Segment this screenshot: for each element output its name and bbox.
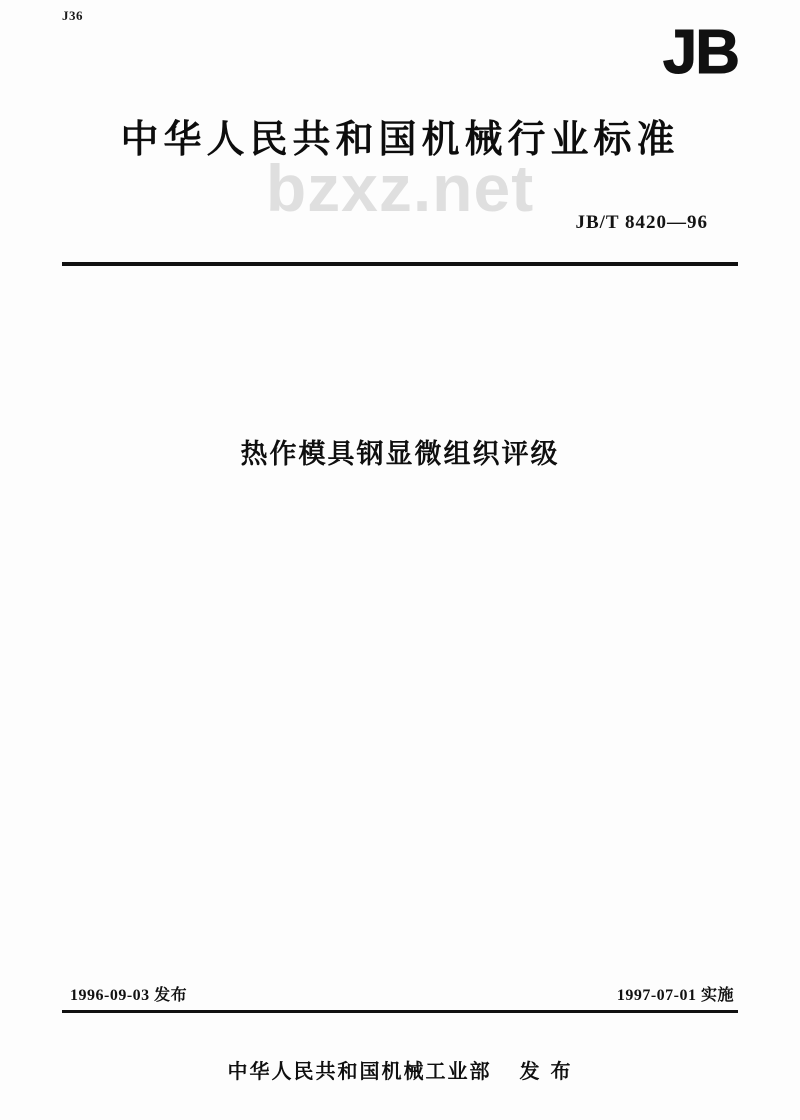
publisher-name: 中华人民共和国机械工业部 xyxy=(227,1059,492,1083)
header-divider xyxy=(62,262,738,266)
issue-date: 1996-09-03 发布 xyxy=(70,987,188,1004)
standard-number: JB/T 8420—96 xyxy=(575,212,708,233)
effective-date: 1997-07-01 实施 xyxy=(616,987,734,1004)
document-subject-title: 热作模具钢显微组织评级 xyxy=(240,439,560,470)
standard-organization-title: 中华人民共和国机械行业标准 xyxy=(120,117,680,161)
footer-divider xyxy=(62,1010,738,1013)
jb-logo: JB xyxy=(662,18,738,87)
publisher-suffix: 发 布 xyxy=(519,1059,573,1083)
watermark-text: bzxz.net xyxy=(265,151,535,225)
publisher-line xyxy=(0,1055,800,1084)
classification-code: J36 xyxy=(62,8,83,23)
